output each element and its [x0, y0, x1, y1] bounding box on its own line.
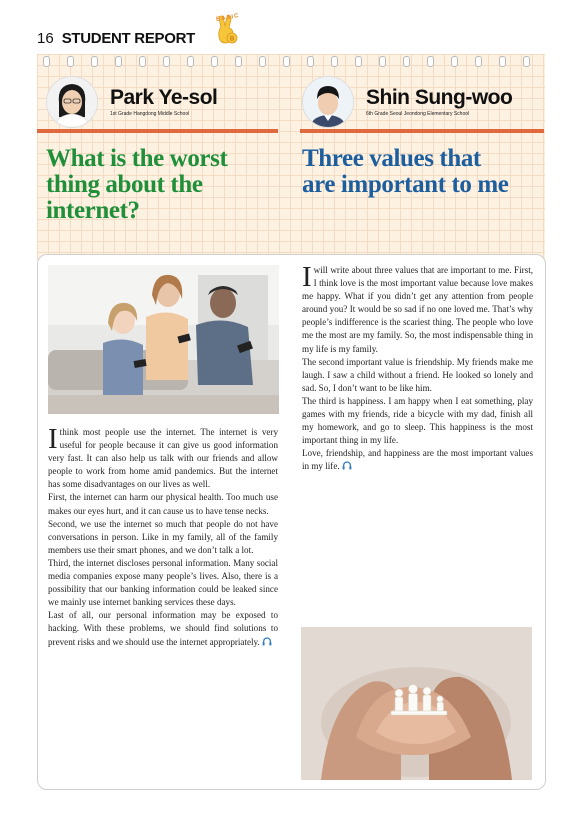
binder-ring — [91, 56, 98, 67]
binder-ring — [499, 56, 506, 67]
avatar — [302, 76, 354, 128]
article-paragraph: Third, the internet discloses personal information. Many social media companies expose many people’s lives. Also, there is a possibility that our banking information could be leaked since we mainly use internet banking services these days. — [48, 557, 278, 608]
page-number: 16 — [37, 29, 54, 47]
family-phones-photo — [48, 265, 279, 414]
binder-ring — [427, 56, 434, 67]
binder-ring — [163, 56, 170, 67]
article-paragraph: The second important value is friendship. My friends make me laugh. I saw a child without a friend. He looked so lonely and sad. So, I don’t want to be like him. — [302, 356, 533, 393]
author-school: 1st Grade Hangdong Middle School — [110, 111, 190, 117]
article-headline-right — [302, 146, 508, 198]
headphone-icon[interactable] — [342, 461, 352, 470]
page-header — [37, 12, 337, 49]
binder-ring — [451, 56, 458, 67]
article-paragraph — [48, 609, 278, 648]
binder-ring — [379, 56, 386, 67]
svg-text:B: B — [229, 36, 235, 43]
level-badge: BASIC — [215, 12, 241, 24]
article-paragraph — [302, 447, 533, 473]
article-paragraph: First, the internet can harm our physical health. Too much use makes our eyes hurt, and it can cause us to have tense necks. — [48, 492, 278, 516]
accent-bar — [37, 129, 278, 133]
article-headline-left — [46, 146, 227, 224]
drop-cap: I — [48, 423, 58, 455]
drop-cap: I — [302, 261, 312, 293]
avatar — [46, 76, 98, 128]
binder-ring — [235, 56, 242, 67]
headline-line: thing about the — [46, 171, 203, 198]
binder-ring — [355, 56, 362, 67]
accent-bar — [300, 129, 544, 133]
binder-ring — [283, 56, 290, 67]
headline-line: internet? — [46, 197, 140, 224]
author-profile-right — [302, 72, 512, 132]
binder-ring — [523, 56, 530, 67]
paragraph-text: Love, friendship, and happiness are the most important values in my life. — [302, 448, 533, 472]
victory-hand-icon — [212, 12, 242, 47]
binder-ring — [307, 56, 314, 67]
article-paragraph: The third is happiness. I am happy when I eat something, play games with my friends, ride a bicycle with my dad, finish all my homework, and go to sleep. This happiness is the most important thing in my life. — [302, 395, 533, 446]
binder-ring — [403, 56, 410, 67]
binder-ring — [211, 56, 218, 67]
article-body-right — [302, 261, 533, 474]
section-title: STUDENT REPORT — [61, 29, 195, 47]
author-name: Shin Sung-woo — [366, 86, 513, 109]
headline-line: What is the worst — [46, 145, 228, 172]
hands-paper-family-photo — [301, 627, 532, 780]
binder-ring — [259, 56, 266, 67]
paragraph-text: think most people use the internet. The internet is very useful for people because it can give us good information very fast. It can also help us talk with our friends and allow people to work from home amid pandemics. But the internet has some disadvantages on our lives as well. — [48, 427, 278, 490]
binder-ring — [331, 56, 338, 67]
article-paragraph — [302, 261, 533, 356]
author-name: Park Ye-sol — [110, 86, 218, 109]
paragraph-text: will write about three values that are important to me. First, I think love is the most important value because love makes me happy. What if you didn’t get any attention from people around you? It would be so sad if no one loved me. That’s why people’s indifference is the scariest thing. The people who love me the most are my family. So, the most indispensable thing in my life is my family. — [302, 265, 533, 354]
headphone-icon[interactable] — [262, 637, 272, 646]
article-paragraph — [48, 423, 278, 491]
binder-ring — [43, 56, 50, 67]
binder-ring — [187, 56, 194, 67]
binder-ring — [67, 56, 74, 67]
article-body-left — [48, 423, 278, 649]
headline-line: Three values that — [302, 145, 481, 172]
binder-ring — [115, 56, 122, 67]
article-paragraph: Second, we use the internet so much that people do not have conversations in person. Like in my family, all of the family members use their smart phones, and we don’t talk a lot. — [48, 518, 278, 555]
binder-ring — [139, 56, 146, 67]
author-school: 6th Grade Seoul Jeondong Elementary School — [366, 111, 470, 117]
headline-line: are important to me — [302, 171, 509, 198]
paragraph-text: Last of all, our personal information may be exposed to hacking. With these problems, we should find solutions to prevent risks and we should use the internet appropriately. — [48, 610, 278, 647]
author-profile-left — [46, 72, 217, 132]
binder-ring — [475, 56, 482, 67]
